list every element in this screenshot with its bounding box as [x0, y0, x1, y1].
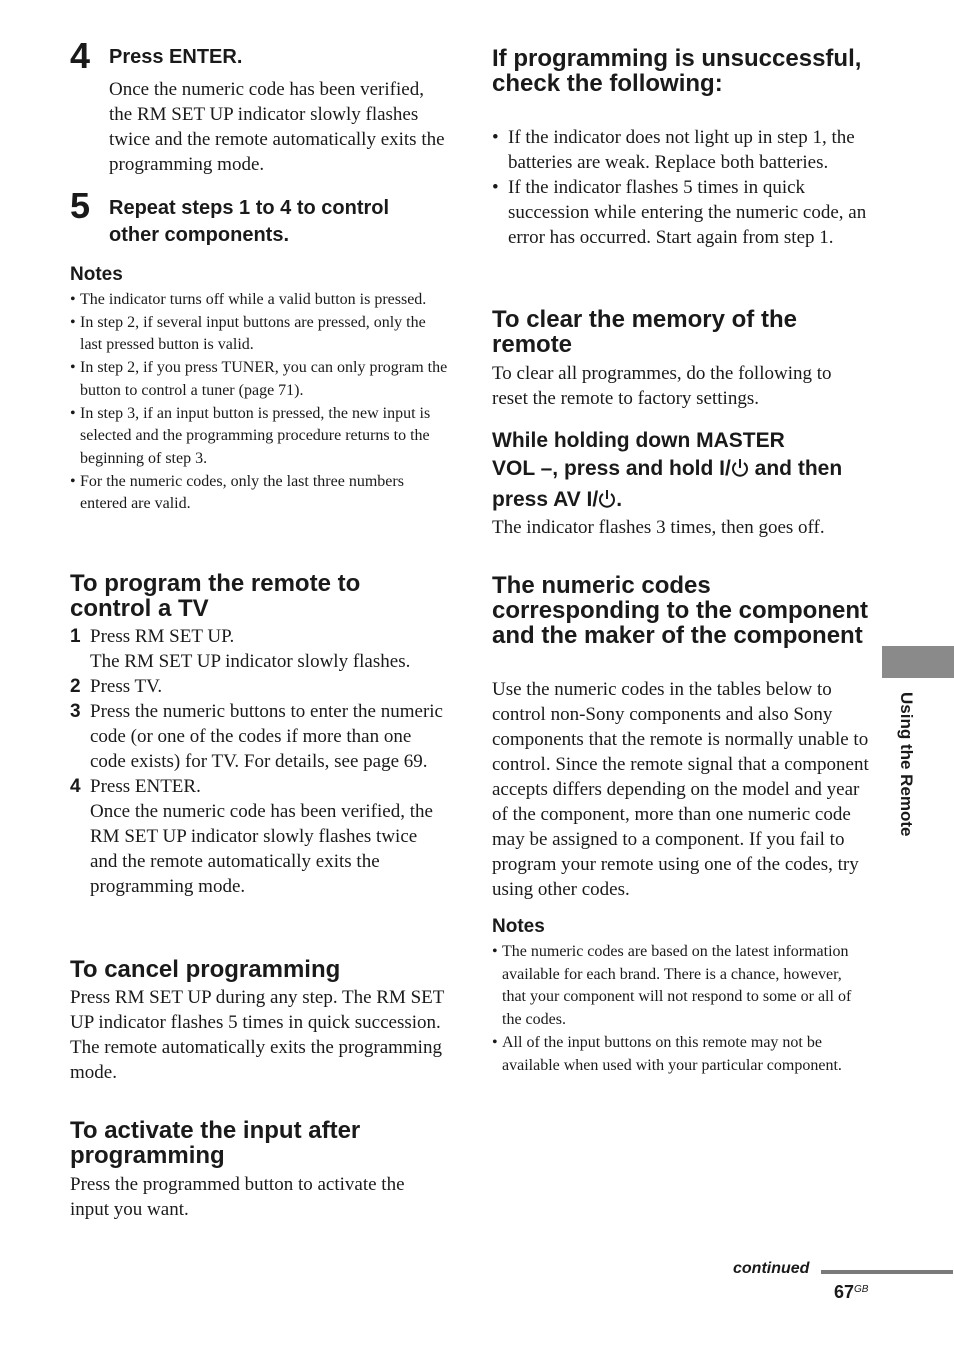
program-tv-heading: To program the remote to control a TV	[70, 570, 361, 622]
check-item: • If the indicator does not light up in step 1, the batteries are weak. Replace both batteries.	[492, 125, 870, 175]
instruction-line-3b: .	[616, 488, 623, 511]
step-number: 3	[70, 701, 81, 722]
cancel-body: Press RM SET UP during any step. The RM SET UP indicator flashes 5 times in quick succession. The remote automatically exits the programming mode.	[70, 987, 445, 1083]
step-detail: The RM SET UP indicator slowly flashes.	[90, 651, 411, 672]
page-number-value: 67	[834, 1282, 855, 1302]
step-5-heading: Repeat steps 1 to 4 to control other components.	[109, 197, 390, 246]
codes-body: Use the numeric codes in the tables below to control non-Sony components and also Sony components that the remote is normally unable to control. Since the remote signal that a component accepts differs depending on the model and year of the component, more than one numeric code may be assigned to a component. If you fail to program your remote using one of the codes, try using other codes.	[492, 679, 869, 900]
activate-body: Press the programmed button to activate the input you want.	[70, 1174, 405, 1220]
step-text: Press ENTER.	[90, 776, 201, 797]
check-item: • If the indicator flashes 5 times in quick succession while entering the numeric code, an error has occurred. Start again from step 1.	[492, 175, 870, 250]
note-item: • The numeric codes are based on the latest information available for each brand. There is a chance, however, that your component will not respond to some or all of the codes.	[492, 941, 867, 1032]
notes-list	[492, 941, 867, 1077]
codes-heading: The numeric codes corresponding to the component and the maker of the component	[492, 572, 868, 649]
step-number: 2	[70, 676, 81, 697]
clear-instruction	[492, 427, 872, 517]
note-item: • For the numeric codes, only the last three numbers entered are valid.	[70, 471, 448, 516]
step-4-body: Once the numeric code has been verified, the RM SET UP indicator slowly flashes twice and the remote automatically exits the programming mode.	[109, 79, 445, 175]
notes-list	[70, 289, 448, 516]
program-tv-step	[70, 674, 448, 699]
step-number: 1	[70, 626, 81, 647]
instruction-line-2b: and then	[748, 457, 843, 480]
program-tv-step	[70, 699, 448, 774]
continued-label: continued	[733, 1260, 810, 1277]
step-4-heading: Press ENTER.	[109, 46, 243, 68]
note-item: • The indicator turns off while a valid button is pressed.	[70, 289, 448, 312]
instruction-line-3a: press AV I/	[492, 488, 599, 511]
page-number	[834, 1282, 868, 1303]
step-number: 4	[70, 776, 81, 797]
instruction-line-1: While holding down MASTER	[492, 429, 785, 452]
section-tab-label: Using the Remote	[897, 692, 916, 837]
power-icon	[731, 458, 749, 486]
note-item: • In step 2, if you press TUNER, you can only program the button to control a tuner (page 71).	[70, 357, 448, 402]
note-item: • In step 3, if an input button is pressed, the new input is selected and the programming procedure returns to the beginning of step 3.	[70, 403, 448, 471]
unsuccessful-list	[492, 125, 870, 250]
notes-heading: Notes	[492, 916, 545, 937]
notes-heading: Notes	[70, 264, 123, 285]
clear-memory-body: To clear all programmes, do the following to reset the remote to factory settings.	[492, 363, 832, 409]
continued-rule	[821, 1270, 953, 1274]
instruction-line-2a: VOL –, press and hold I/	[492, 457, 731, 480]
step-text: Press RM SET UP.	[90, 626, 235, 647]
page-number-suffix: GB	[854, 1284, 869, 1295]
step-4-number: 4	[70, 35, 91, 76]
section-tab-marker	[882, 646, 954, 678]
unsuccessful-heading: If programming is unsuccessful, check the following:	[492, 45, 862, 97]
step-detail: Once the numeric code has been verified, the RM SET UP indicator slowly flashes twice and the remote automatically exits the programming mode.	[90, 801, 433, 897]
cancel-heading: To cancel programming	[70, 956, 341, 983]
step-5-number: 5	[70, 185, 91, 226]
activate-heading: To activate the input after programming	[70, 1117, 361, 1169]
step-text: Press TV.	[90, 676, 163, 697]
clear-result: The indicator flashes 3 times, then goes off.	[492, 517, 825, 538]
step-text: Press the numeric buttons to enter the numeric code (or one of the codes if more than one code exists) for TV. For details, see page 69.	[90, 701, 443, 772]
note-item: • In step 2, if several input buttons are pressed, only the last pressed button is valid.	[70, 312, 448, 357]
program-tv-step	[70, 624, 448, 674]
clear-memory-heading: To clear the memory of the remote	[492, 306, 797, 358]
power-icon	[598, 489, 616, 517]
program-tv-step	[70, 774, 448, 899]
note-item: • All of the input buttons on this remote may not be available when used with your particular component.	[492, 1032, 867, 1077]
program-tv-steps	[70, 624, 448, 899]
